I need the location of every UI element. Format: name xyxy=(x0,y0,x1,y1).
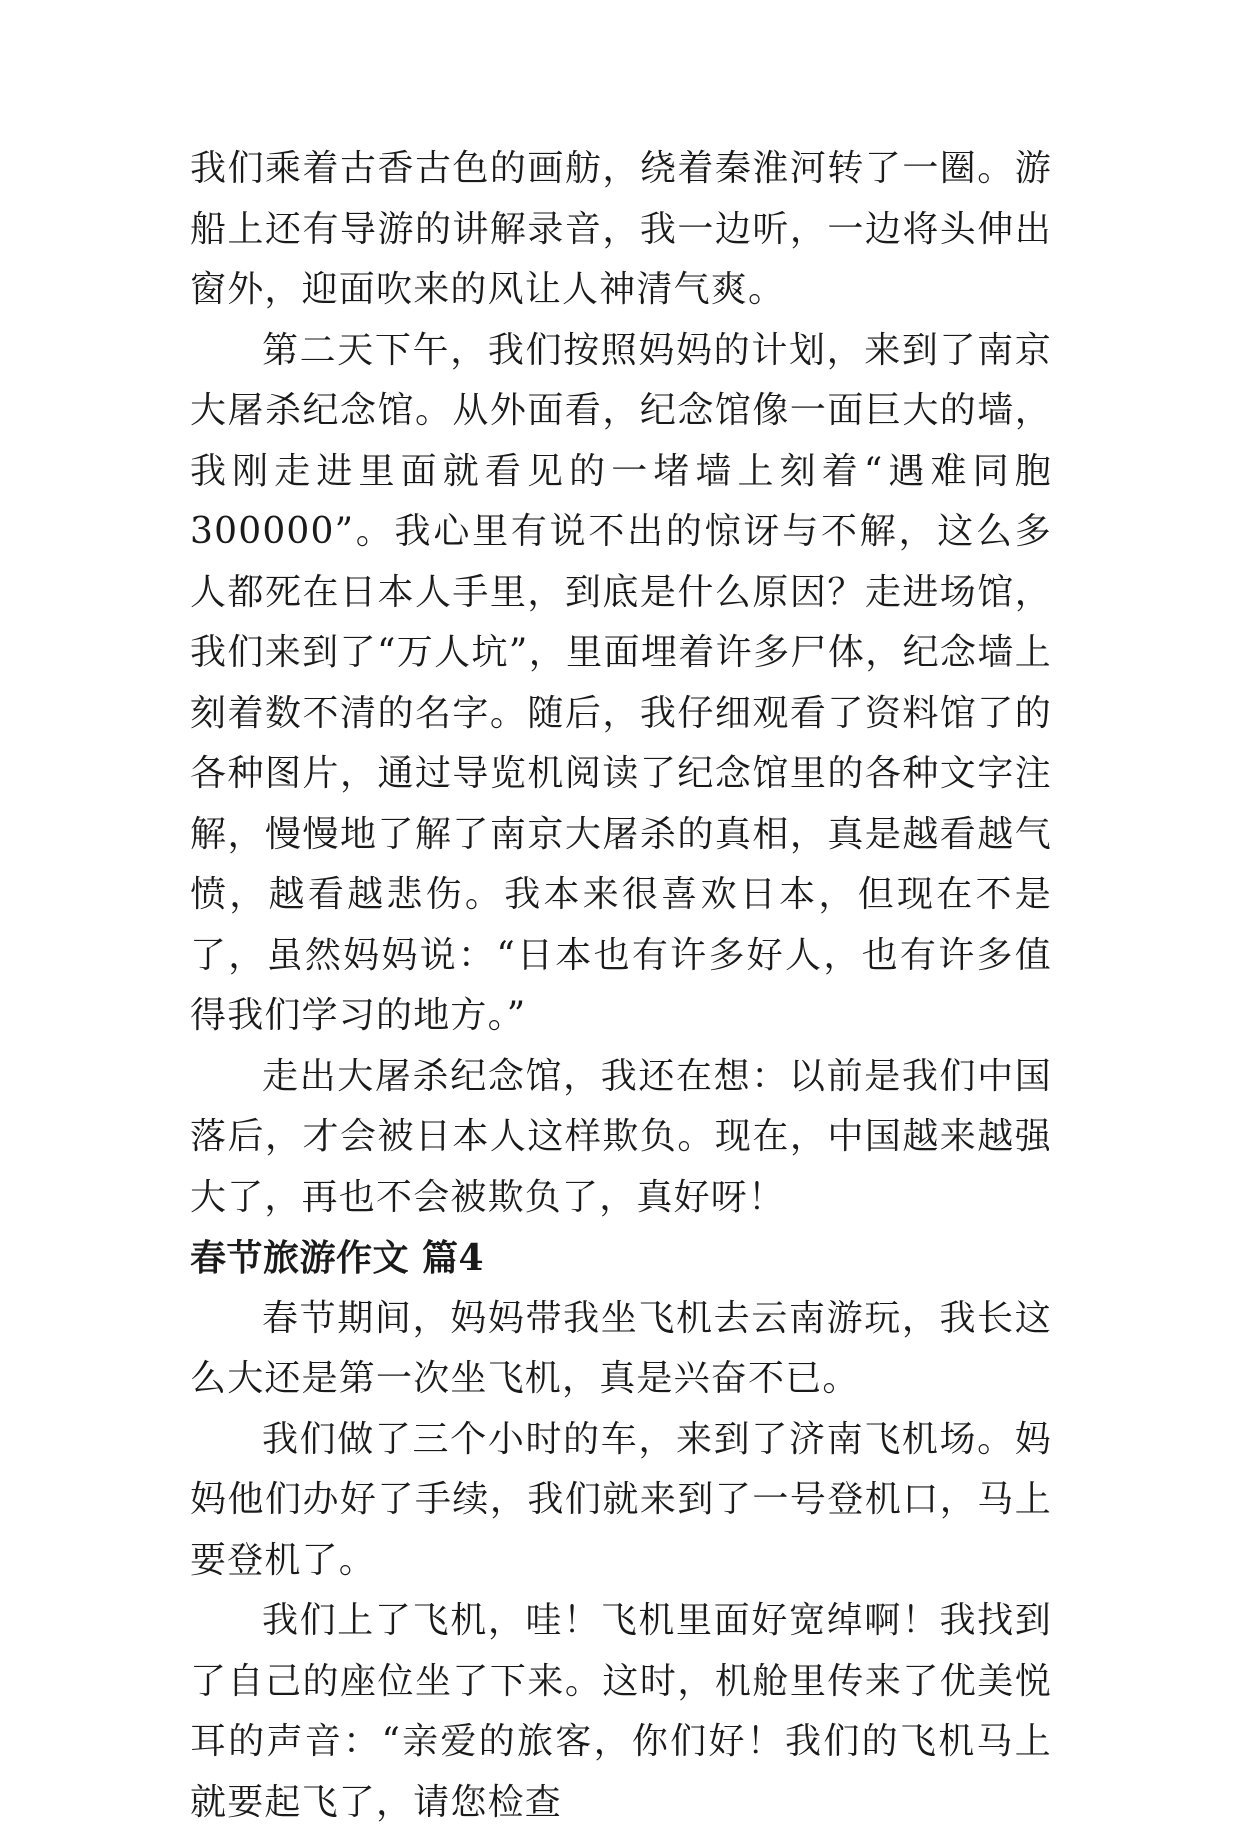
document-page xyxy=(190,139,1052,1833)
paragraph-on-plane: 我们上了飞机，哇！飞机里面好宽绰啊！我找到了自己的座位坐了下来。这时，机舱里传来了优美悦耳的声音：“亲爱的旅客，你们好！我们的飞机马上就要起飞了，请您检查 xyxy=(190,1600,1052,1823)
paragraph-airport: 我们做了三个小时的车，来到了济南飞机场。妈妈他们办好了手续，我们就来到了一号登机口，马上要登机了。 xyxy=(190,1418,1052,1581)
paragraph-memorial: 第二天下午，我们按照妈妈的计划，来到了南京大屠杀纪念馆。从外面看，纪念馆像一面巨大的墙，我刚走进里面就看见的一堵墙上刻着“遇难同胞300000”。我心里有说不出的惊讶与不解，这么多人都死在日本人手里，到底是什么原因？走进场馆，我们来到了“万人坑”，里面埋着许多尸体，纪念墙上刻着数不清的名字。随后，我仔细观看了资料馆了的各种图片，通过导览机阅读了纪念馆里的各种文字注解，慢慢地了解了南京大屠杀的真相，真是越看越气愤，越看越悲伤。我本来很喜欢日本，但现在不是了，虽然妈妈说：“日本也有许多好人，也有许多值得我们学习的地方。” xyxy=(190,329,1052,1036)
paragraph-spring-festival: 春节期间，妈妈带我坐飞机去云南游玩，我长这么大还是第一次坐飞机，真是兴奋不已。 xyxy=(190,1297,1052,1399)
paragraph-qinhuai: 我们乘着古香古色的画舫，绕着秦淮河转了一圈。游船上还有导游的讲解录音，我一边听，一边将头伸出窗外，迎面吹来的风让人神清气爽。 xyxy=(190,148,1052,310)
section-heading: 春节旅游作文 篇4 xyxy=(190,1237,485,1279)
paragraph-reflection: 走出大屠杀纪念馆，我还在想：以前是我们中国落后，才会被日本人这样欺负。现在，中国越来越强大了，再也不会被欺负了，真好呀！ xyxy=(190,1055,1052,1218)
